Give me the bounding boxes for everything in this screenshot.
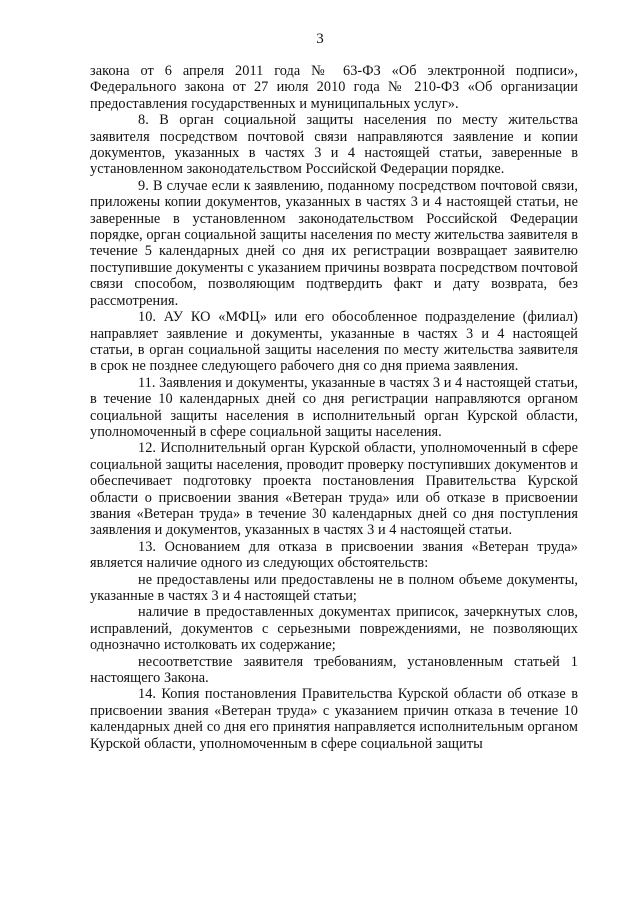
paragraph-12: 12. Исполнительный орган Курской области, уполномоченный в сфере социальной защиты населения, проводит проверку поступивших документов и обеспечивает подготовку проекта постановления Правительства Курской области о присвоении звания «Ветеран труда» или об отказе в присвоении звания «Ветеран труда» в течение 30 календарных дней со дня поступления заявления и документов, указанных в частях 3 и 4 настоящей статьи.: [90, 440, 578, 539]
paragraph-9: 9. В случае если к заявлению, поданному посредством почтовой связи, приложены копии документов, указанных в частях 3 и 4 настоящей статьи, не заверенные в установленном законодательством Российской Федерации порядке, орган социальной защиты населения по месту жительства заявителя в течение 5 календарных дней со дня их регистрации возвращает заявителю поступившие документы с указанием причины возврата посредством почтовой связи способом, позволяющим подтвердить факт и дату возврата, без рассмотрения.: [90, 177, 578, 309]
paragraph-13: 13. Основанием для отказа в присвоении звания «Ветеран труда» является наличие одного из следующих обстоятельств:: [90, 538, 578, 572]
paragraph-8: 8. В орган социальной защиты населения по месту жительства заявителя посредством почтовой связи направляются заявление и копии документов, указанных в частях 3 и 4 настоящей статьи, заверенные в установленном законодательством Российской Федерации порядке.: [90, 112, 578, 178]
paragraph-14: 14. Копия постановления Правительства Курской области об отказе в присвоении звания «Ветеран труда» с указанием причин отказа в течение 10 календарных дней со дня его принятия направляется исполнительным органом Курской области, уполномоченным в сфере социальной защиты: [90, 686, 578, 752]
paragraph-10: 10. АУ КО «МФЦ» или его обособленное подразделение (филиал) направляет заявление и документы, указанные в частях 3 и 4 настоящей статьи, в орган социальной защиты населения по месту жительства заявителя в срок не позднее следующего рабочего дня со дня приема заявления.: [90, 309, 578, 375]
paragraph-11: 11. Заявления и документы, указанные в частях 3 и 4 настоящей статьи, в течение 10 календарных дней со дня регистрации направляются органом социальной защиты населения в исполнительный орган Курской области, уполномоченный в сфере социальной защиты населения.: [90, 374, 578, 440]
document-body: [90, 63, 578, 752]
paragraph-continuation: закона от 6 апреля 2011 года № 63-ФЗ «Об электронной подписи», Федерального закона от 27 июля 2010 года № 210-ФЗ «Об организации предоставления государственных и муниципальных услуг».: [90, 63, 578, 112]
list-item-ground-3: несоответствие заявителя требованиям, установленным статьей 1 настоящего Закона.: [90, 653, 578, 687]
list-item-ground-1: не предоставлены или предоставлены не в полном объеме документы, указанные в частях 3 и 4 настоящей статьи;: [90, 571, 578, 604]
list-item-ground-2: наличие в предоставленных документах приписок, зачеркнутых слов, исправлений, документов с серьезными повреждениями, не позволяющих однозначно истолковать их содержание;: [90, 604, 578, 654]
page-number: 3: [316, 31, 324, 47]
